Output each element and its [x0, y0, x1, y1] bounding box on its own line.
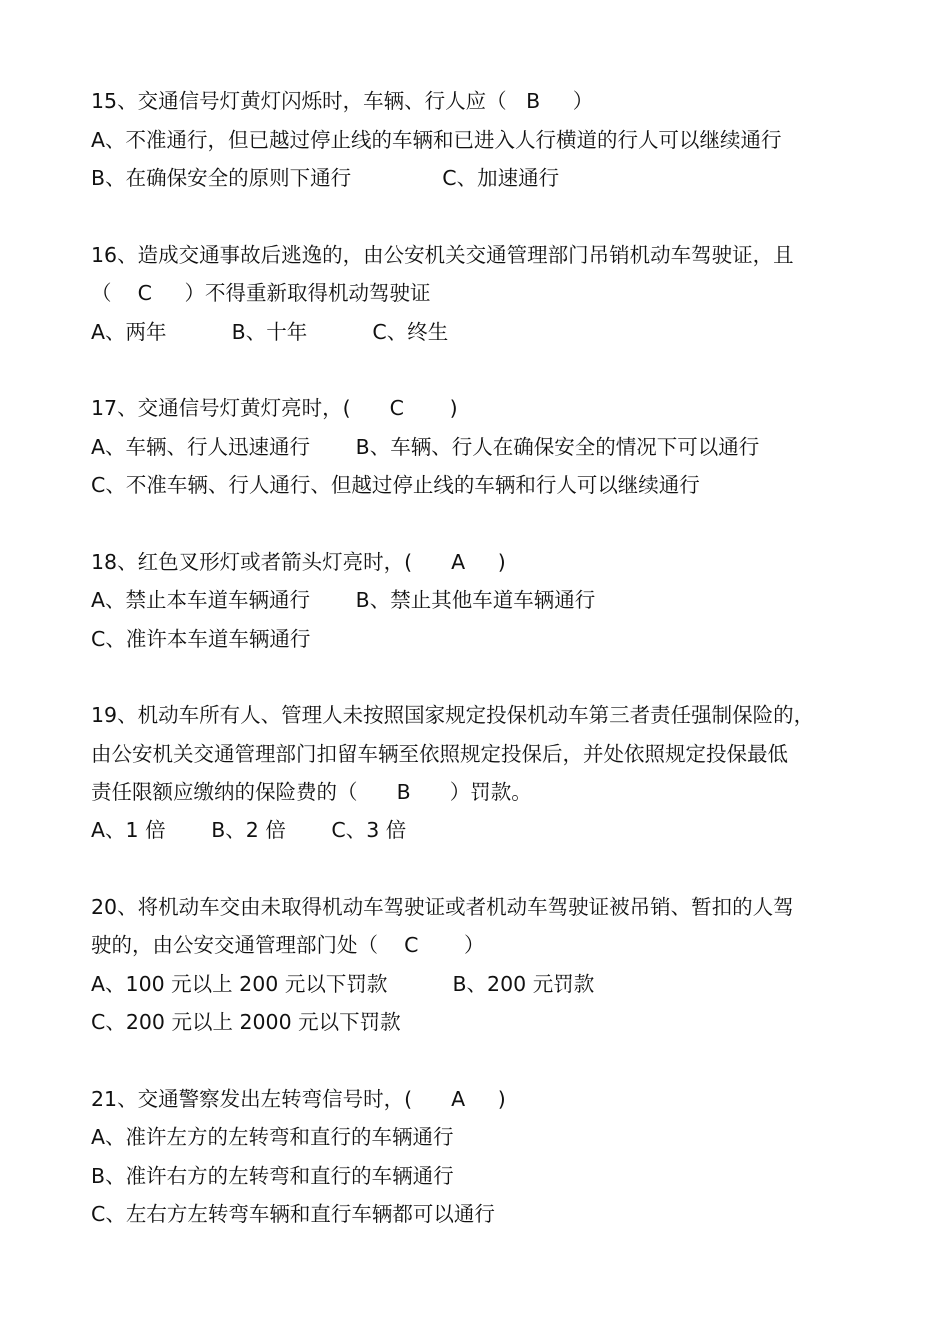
- question-20-options-ab: A、100 元以上 200 元以下罚款 B、200 元罚款: [91, 972, 595, 996]
- question-21-option-b: B、准许右方的左转弯和直行的车辆通行: [91, 1164, 454, 1188]
- question-21-option-a: A、准许左方的左转弯和直行的车辆通行: [91, 1125, 454, 1149]
- question-21-stem: 21、交通警察发出左转弯信号时，( A ): [91, 1087, 506, 1111]
- question-18-options-ab: A、禁止本车道车辆通行 B、禁止其他车道车辆通行: [91, 588, 596, 612]
- question-16-stem-cont: （ C ）不得重新取得机动驾驶证: [91, 281, 431, 305]
- question-15-stem: 15、交通信号灯黄灯闪烁时，车辆、行人应（ B ）: [91, 89, 594, 113]
- question-18-stem: 18、红色叉形灯或者箭头灯亮时，( A ): [91, 550, 506, 574]
- question-20-stem: 20、将机动车交由未取得机动车驾驶证或者机动车驾驶证被吊销、暂扣的人驾: [91, 895, 794, 919]
- question-17-option-c: C、不准车辆、行人通行、但越过停止线的车辆和行人可以继续通行: [91, 473, 700, 497]
- question-15-option-a: A、不准通行，但已越过停止线的车辆和已进入人行横道的行人可以继续通行: [91, 128, 782, 152]
- question-19-stem-cont-1: 由公安机关交通管理部门扣留车辆至依照规定投保后，并处依照规定投保最低: [91, 742, 788, 766]
- question-16-options: A、两年 B、十年 C、终生: [91, 320, 449, 344]
- question-17-stem: 17、交通信号灯黄灯亮时，( C ): [91, 396, 458, 420]
- question-21-option-c: C、左右方左转弯车辆和直行车辆都可以通行: [91, 1202, 495, 1226]
- question-17-options-ab: A、车辆、行人迅速通行 B、车辆、行人在确保安全的情况下可以通行: [91, 435, 760, 459]
- question-15-options-bc: B、在确保安全的原则下通行 C、加速通行: [91, 166, 560, 190]
- question-19-stem: 19、机动车所有人、管理人未按照国家规定投保机动车第三者责任强制保险的，: [91, 703, 815, 727]
- question-20-option-c: C、200 元以上 2000 元以下罚款: [91, 1010, 401, 1034]
- question-19-options: A、1 倍 B、2 倍 C、3 倍: [91, 818, 407, 842]
- question-18-option-c: C、准许本车道车辆通行: [91, 627, 311, 651]
- question-16-stem: 16、造成交通事故后逃逸的，由公安机关交通管理部门吊销机动车驾驶证，且: [91, 243, 794, 267]
- question-19-stem-cont-2: 责任限额应缴纳的保险费的（ B ）罚款。: [91, 780, 532, 804]
- question-20-stem-cont: 驶的，由公安交通管理部门处（ C ）: [91, 933, 485, 957]
